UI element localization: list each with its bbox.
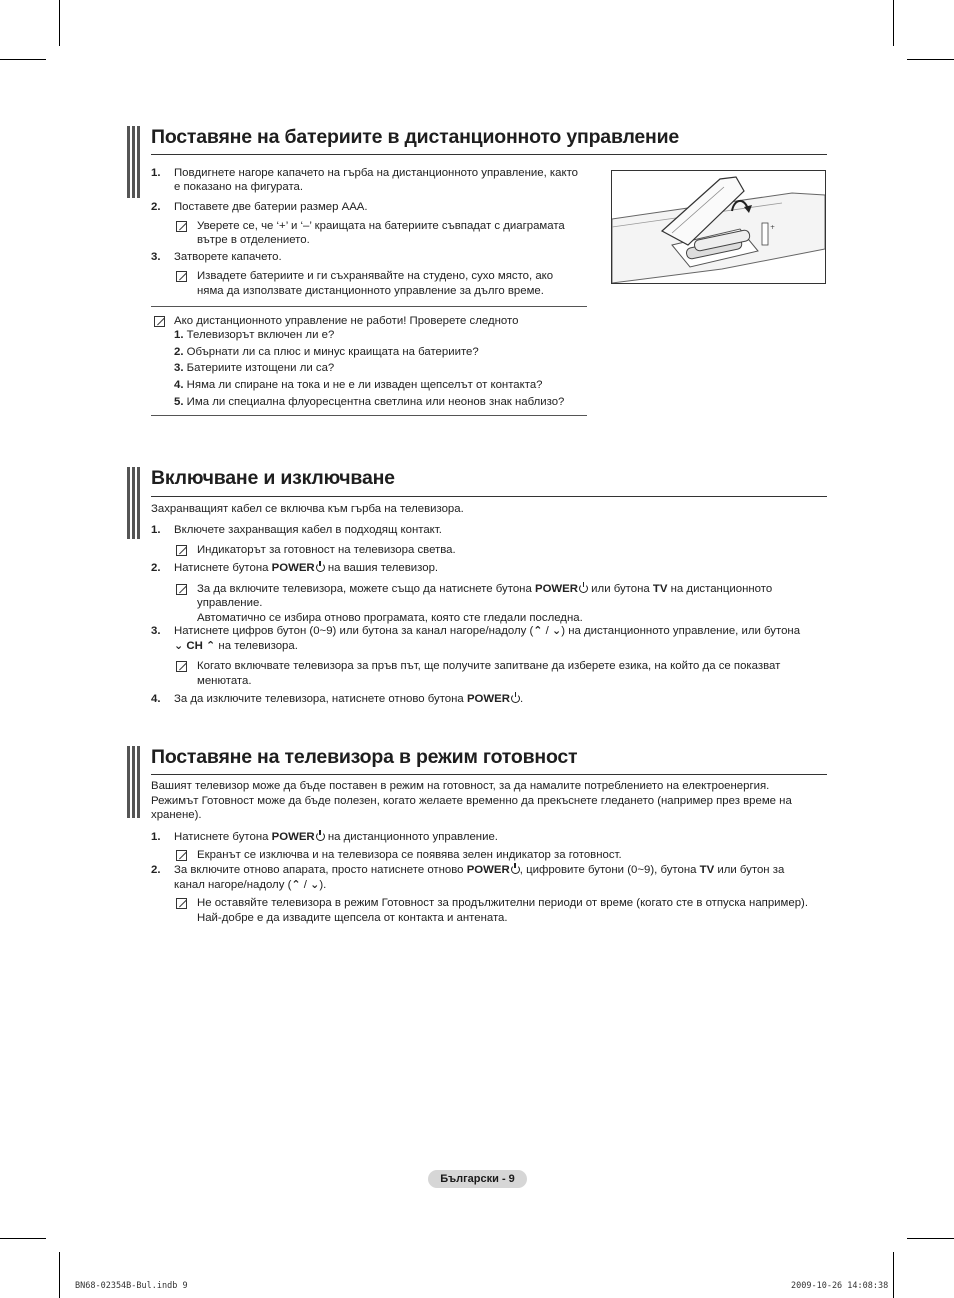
step-number: 1. — [151, 167, 161, 179]
note-text: За да включите телевизора, можете също да натиснете бутона POWER или бутона TV на дистанционното — [197, 583, 773, 595]
step-text: Натиснете цифров бутон (0~9) или бутона за канал нагоре/надолу (⌃ / ⌄) на дистанционното управление, или бутона — [174, 625, 801, 637]
footer-date: 2009-10-26 14:08:38 — [791, 1281, 889, 1291]
remote-battery-illustration — [611, 170, 826, 284]
note-text: Уверете се, че ‘+’ и ‘–’ краищата на батериите съвпадат с диаграмата — [197, 220, 565, 232]
step-number: 3. — [151, 251, 161, 263]
step-text: За да изключите телевизора, натиснете отново бутона POWER . — [174, 693, 524, 705]
intro-text: хранене). — [151, 809, 202, 821]
crop-mark — [59, 0, 60, 46]
note-icon — [176, 661, 187, 672]
note-text: Екранът се изключва и на телевизора се появява зелен индикатор за готовност. — [197, 849, 622, 861]
crop-mark — [0, 1238, 46, 1239]
step-text: е показано на фигурата. — [174, 181, 304, 193]
section-rule — [151, 496, 827, 497]
crop-mark — [907, 59, 954, 60]
step-text: Поставете две батерии размер AAA. — [174, 201, 368, 213]
chevron-up-icon: ⌃ — [206, 640, 216, 652]
step-text: Затворете капачето. — [174, 251, 282, 263]
crop-mark — [59, 1252, 60, 1298]
svg-text:+: + — [770, 224, 776, 231]
intro-text: Захранващият кабел се включва към гърба на телевизора. — [151, 503, 464, 515]
step-text: За включите отново апарата, просто натиснете отново POWER , цифровите бутони (0~9), бутона TV или бутон за — [174, 864, 785, 876]
note-text: Автоматично се избира отново програмата, която сте гледали последна. — [197, 612, 583, 624]
list-item: 2. Обърнати ли са плюс и минус краищата на батериите? — [174, 346, 479, 358]
intro-text: Режимът Готовност може да бъде полезен, когато желаете временно да прекъснете гледането (например през време на — [151, 795, 792, 807]
note-icon — [176, 584, 187, 595]
note-text: Когато включвате телевизора за пръв път, ще получите запитване да изберете езика, на който да се показват — [197, 660, 781, 672]
check-intro: Ако дистанционното управление не работи! Проверете следното — [174, 315, 519, 327]
note-text: управление. — [197, 597, 263, 609]
chevron-down-icon: ⌄ — [552, 625, 562, 637]
power-icon — [579, 584, 588, 593]
step-number: 4. — [151, 693, 161, 705]
note-text: вътре в отделението. — [197, 234, 310, 246]
note-icon — [154, 316, 165, 327]
divider — [151, 415, 587, 416]
list-item: 5. Има ли специална флуоресцентна светлина или неонов знак наблизо? — [174, 396, 565, 408]
section-title: Поставяне на телевизора в режим готовност — [151, 746, 578, 768]
section-bar — [127, 126, 141, 198]
power-icon — [316, 563, 325, 572]
divider — [151, 306, 587, 307]
power-icon — [511, 694, 520, 703]
footer-file: BN68-02354B-Bul.indb 9 — [75, 1281, 188, 1291]
step-text: канал нагоре/надолу (⌃ / ⌄). — [174, 879, 327, 891]
step-number: 3. — [151, 625, 161, 637]
note-text: Индикаторът за готовност на телевизора светва. — [197, 544, 456, 556]
step-number: 2. — [151, 864, 161, 876]
note-text: менютата. — [197, 675, 252, 687]
crop-mark — [907, 1238, 954, 1239]
note-icon — [176, 850, 187, 861]
note-icon — [176, 271, 187, 282]
section-bar — [127, 746, 141, 818]
step-text: Натиснете бутона POWER на дистанционното управление. — [174, 831, 498, 843]
crop-mark — [893, 0, 894, 46]
crop-mark — [0, 59, 46, 60]
note-text: Най-добре е да извадите щепсела от контакта и антената. — [197, 912, 508, 924]
step-number: 2. — [151, 201, 161, 213]
page-number-badge: Български - 9 — [428, 1170, 527, 1188]
step-text: ⌄ CH ⌃ на телевизора. — [174, 640, 298, 652]
intro-text: Вашият телевизор може да бъде поставен в режим на готовност, за да намалите потреблението на електроенергия. — [151, 780, 770, 792]
section-title: Включване и изключване — [151, 467, 395, 489]
section-rule — [151, 774, 827, 775]
section-rule — [151, 154, 827, 155]
power-icon — [511, 865, 520, 874]
list-item: 3. Батериите изтощени ли са? — [174, 362, 335, 374]
power-icon — [316, 832, 325, 841]
step-number: 1. — [151, 831, 161, 843]
chevron-down-icon: ⌄ — [310, 879, 320, 891]
section-bar — [127, 467, 141, 539]
step-number: 2. — [151, 562, 161, 574]
list-item: 1. Телевизорът включен ли е? — [174, 329, 335, 341]
note-icon — [176, 221, 187, 232]
list-item: 4. Няма ли спиране на тока и не е ли изваден щепселът от контакта? — [174, 379, 543, 391]
note-icon — [176, 545, 187, 556]
step-text: Повдигнете нагоре капачето на гърба на дистанционното управление, както — [174, 167, 579, 179]
note-text: няма да използвате дистанционното управление за дълго време. — [197, 285, 544, 297]
note-text: Извадете батериите и ги съхранявайте на студено, сухо място, ако — [197, 270, 554, 282]
note-icon — [176, 898, 187, 909]
chevron-down-icon: ⌄ — [174, 640, 184, 652]
note-text: Не оставяйте телевизора в режим Готовност за продължителни периоди от време (когато сте в отпуска например). — [197, 897, 809, 909]
section-title: Поставяне на батериите в дистанционното управление — [151, 126, 680, 148]
step-text: Включете захранващия кабел в подходящ контакт. — [174, 524, 442, 536]
chevron-up-icon: ⌃ — [533, 625, 543, 637]
step-number: 1. — [151, 524, 161, 536]
crop-mark — [893, 1252, 894, 1298]
step-text: Натиснете бутона POWER на вашия телевизор. — [174, 562, 439, 574]
chevron-up-icon: ⌃ — [291, 879, 301, 891]
